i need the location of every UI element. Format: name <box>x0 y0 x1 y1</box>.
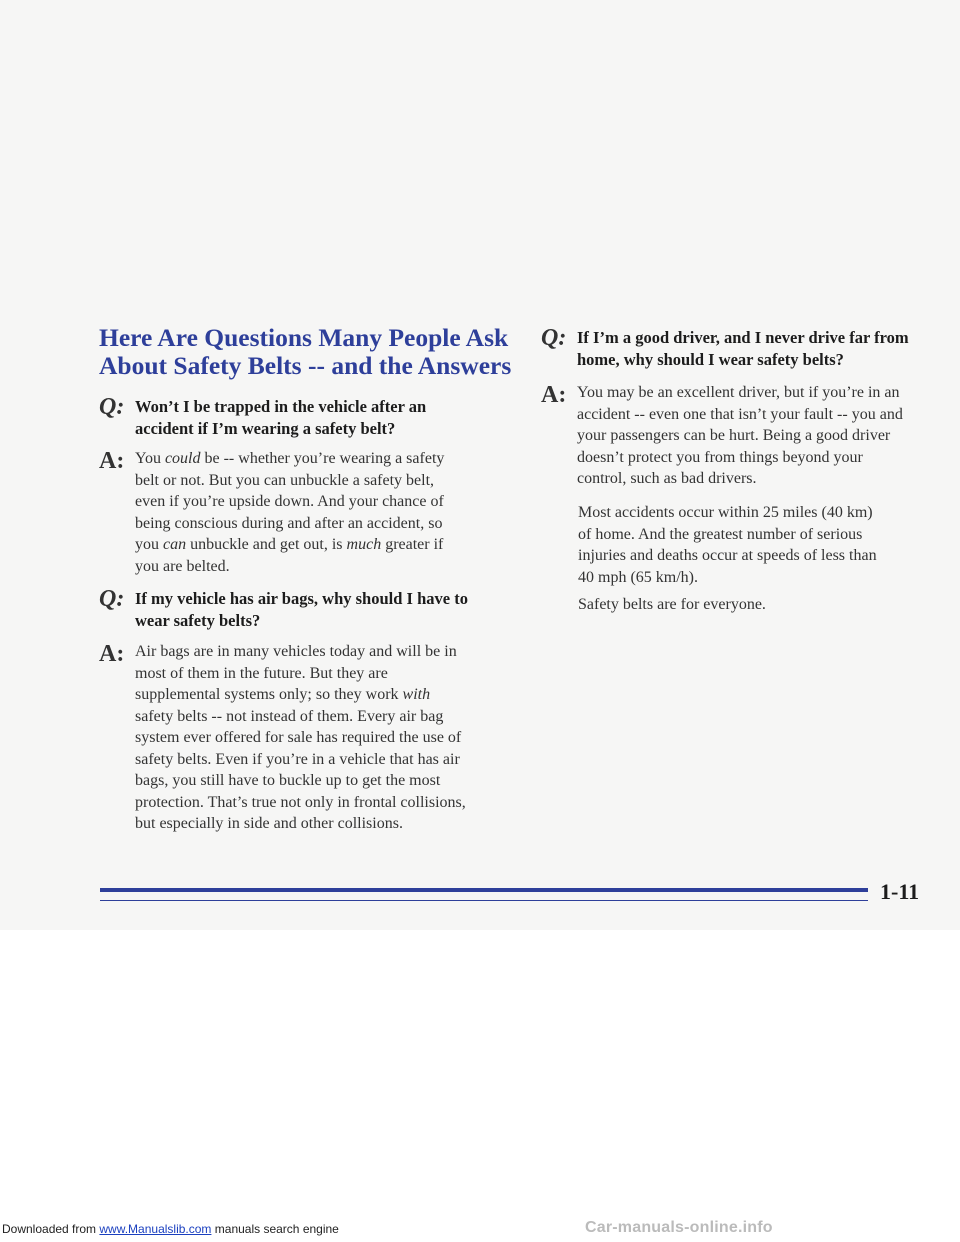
paragraph-everyone: Safety belts are for everyone. <box>578 596 766 613</box>
download-footer: Downloaded from www.Manualslib.com manuals search engine <box>2 1222 339 1236</box>
answer-1 <box>99 448 519 577</box>
footer-rule-thin <box>100 900 868 901</box>
answer-2 <box>99 641 529 835</box>
answer-marker: A: <box>99 641 125 667</box>
question-marker: Q: <box>99 586 125 612</box>
footer-rule-thick <box>100 888 868 892</box>
answer-1-text: You could be -- whether you’re wearing a safety belt or not. But you can unbuckle a safety belt, even if you’re upside down. And your chance of being conscious during and after an accident, so you can unbuckle and get out, is much greater if you are belted. <box>135 450 445 575</box>
question-3 <box>541 327 960 371</box>
answer-3-text: You may be an excellent driver, but if you’re in an accident -- even one that isn’t your fault -- you and your passengers can be hurt. Being a good driver doesn’t protect you from things beyond your control, such as bad drivers. <box>577 384 903 487</box>
paragraph-accidents: Most accidents occur within 25 miles (40 km) of home. And the greatest number of serious injuries and deaths occur at speeds of less than 40 mph (65 km/h). <box>578 504 877 586</box>
heading-line-2: About Safety Belts -- and the Answers <box>99 351 512 380</box>
section-heading <box>99 324 519 380</box>
answer-marker: A: <box>541 382 567 408</box>
answer-marker: A: <box>99 448 125 474</box>
watermark-text: Car-manuals-online.info <box>585 1219 773 1236</box>
question-marker: Q: <box>541 325 567 351</box>
page-number: 1-11 <box>880 879 920 904</box>
manualslib-link[interactable]: www.Manualslib.com <box>99 1222 212 1236</box>
question-1-text: Won’t I be trapped in the vehicle after an accident if I’m wearing a safety belt? <box>135 397 427 438</box>
question-2-text: If my vehicle has air bags, why should I have to wear safety belts? <box>135 589 468 630</box>
question-1 <box>99 396 519 440</box>
question-marker: Q: <box>99 394 125 420</box>
question-3-text: If I’m a good driver, and I never drive far from home, why should I wear safety belts? <box>577 328 909 369</box>
answer-3 <box>541 382 960 490</box>
answer-2-text: Air bags are in many vehicles today and will be in most of them in the future. But they are supplemental systems only; so they work with safety belts -- not instead of them. Every air bag system ever offered for sale has required the use of safety belts. Even if you’re in a vehicle that has air bags, you still have to buckle up to get the most protection. That’s true not only in frontal collisions, but especially in side and other collisions. <box>135 643 466 832</box>
question-2 <box>99 588 519 632</box>
heading-line-1: Here Are Questions Many People Ask <box>99 323 509 352</box>
